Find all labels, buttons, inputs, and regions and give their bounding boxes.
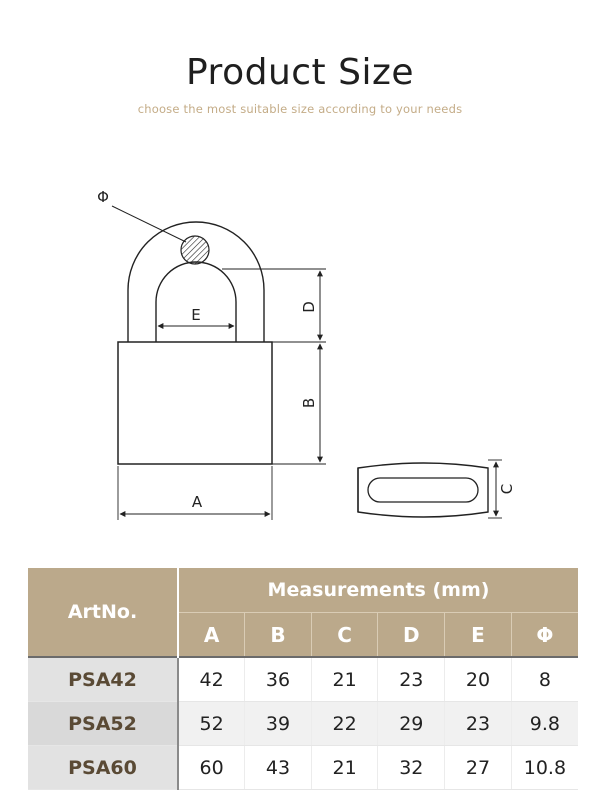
cell-value: 42 (178, 657, 245, 702)
label-a: A (191, 493, 203, 511)
side-view-outer (358, 463, 488, 517)
cell-value: 23 (445, 702, 512, 746)
label-phi: Φ (97, 188, 109, 206)
cell-value: 39 (245, 702, 312, 746)
padlock-dimension-diagram (0, 170, 600, 540)
cell-value: 43 (245, 746, 312, 790)
cell-value: 29 (378, 702, 445, 746)
shackle-section (181, 236, 209, 264)
column-header-e: E (445, 613, 512, 658)
cell-value: 22 (311, 702, 378, 746)
table-row (28, 657, 578, 702)
column-header-d: D (378, 613, 445, 658)
lock-body (118, 342, 272, 464)
label-c: C (498, 483, 516, 495)
cell-value: 32 (378, 746, 445, 790)
cell-artno: PSA60 (28, 746, 178, 790)
column-header-phi: Φ (511, 613, 578, 658)
cell-value: 23 (378, 657, 445, 702)
label-e: E (191, 306, 201, 324)
cell-value: 8 (511, 657, 578, 702)
column-header-c: C (311, 613, 378, 658)
header-measurements: Measurements (mm) (178, 568, 578, 613)
cell-value: 60 (178, 746, 245, 790)
label-d: D (300, 301, 318, 313)
cell-value: 9.8 (511, 702, 578, 746)
page-subtitle: choose the most suitable size according to your needs (137, 102, 463, 116)
measurements-table (28, 568, 578, 790)
label-b: B (300, 397, 318, 409)
cell-value: 27 (445, 746, 512, 790)
table-row (28, 702, 578, 746)
side-view-slot (368, 478, 478, 502)
cell-artno: PSA42 (28, 657, 178, 702)
cell-value: 52 (178, 702, 245, 746)
column-header-b: B (245, 613, 312, 658)
column-header-a: A (178, 613, 245, 658)
header-artno: ArtNo. (28, 568, 178, 657)
cell-artno: PSA52 (28, 702, 178, 746)
cell-value: 10.8 (511, 746, 578, 790)
cell-value: 21 (311, 746, 378, 790)
table-row (28, 746, 578, 790)
shackle-inner (156, 262, 236, 342)
cell-value: 21 (311, 657, 378, 702)
page-title: Product Size (185, 52, 415, 93)
cell-value: 36 (245, 657, 312, 702)
cell-value: 20 (445, 657, 512, 702)
